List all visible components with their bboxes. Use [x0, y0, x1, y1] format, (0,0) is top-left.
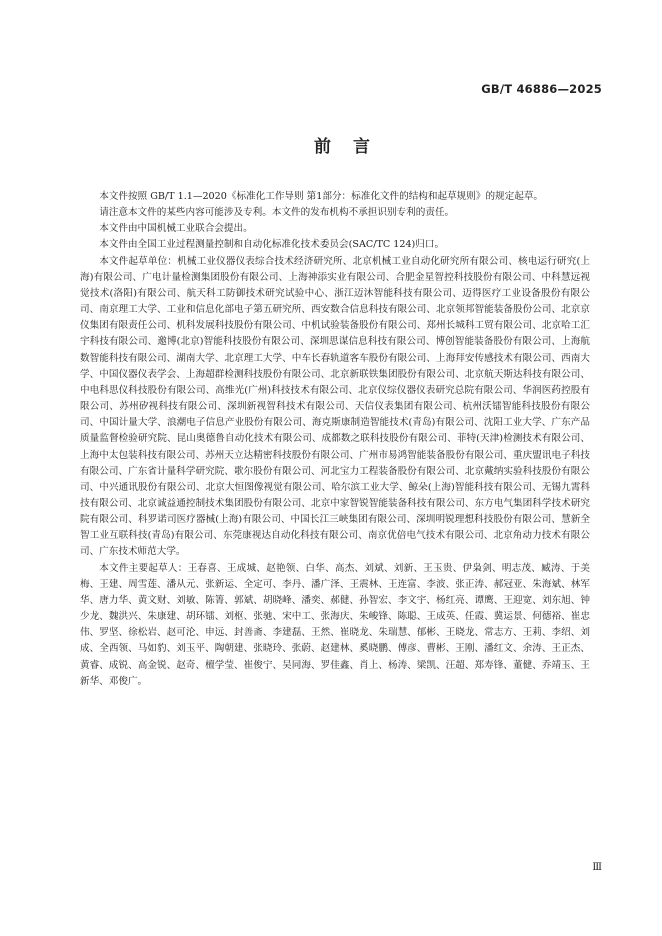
paragraph-patent-notice: 请注意本文件的某些内容可能涉及专利。本文件的发布机构不承担识别专利的责任。: [99, 207, 455, 219]
page-title: 前言: [314, 137, 392, 157]
page-number: Ⅲ: [592, 862, 602, 873]
paragraph-drafting-organizations: 本文件起草单位：机械工业仪器仪表综合技术经济研究所、北京机械工业自动化研究所有限公司、核电运行研究(上海)有限公司、广电计量检测集团股份有限公司、上海神添实业有限公司、合肥金星智控科技股份有限公司、中科慧远视觉技术(洛阳)有限公司、航天科工防御技术研究试验中心、浙江迈沐智能科技有限公司、迈得医疗工业设备股份有限公司、南京理工大学、工业和信息化部电子第五研究所、西安数合信息科技有限公司、北京领邦智能装备股份公司、北京京仪集团有限责任公司、机科发展科技股份有限公司、中机试验装备股份有限公司、郑州长城科工贸有限公司、北京哈工汇宇科技有限公司、邀博(北京)智能科技股份有限公司、深圳思谋信息科技有限公司、博创智能装备股份有限公司、上海航数智能科技有限公司、湖南大学、北京理工大学、中车长春轨道客车股份有限公司、上海拜安传感技术有限公司、西南大学、中国仪器仪表学会、上海超群检测科技股份有限公司、北京新联铁集团股份有限公司、北京航天斯达科技有限公司、中电科思仪科技股份有限公司、高维光(广州)科技技术有限公司、北京仪综仪器仪表研究总院有限公司、华润医药控股有限公司、苏州矽视科技有限公司、深圳新视智科技术有限公司、天信仪表集团有限公司、杭州沃镭智能科技股份有限公司、中国计量大学、浪潮电子信息产业股份有限公司、海克斯康制造智能技术(青岛)有限公司、沈阳工业大学、广东产品质量监督检验研究院、昆山奥德鲁自动化技术有限公司、成都数之联科技股份有限公司、菲特(天津)检测技术有限公司、上海中太包装科技有限公司、苏州天立达精密科技股份有限公司、广州市易鸿智能装备股份有限公司、重庆盟讯电子科技有限公司、广东省计量科学研究院、歌尔股份有限公司、河北宝力工程装备股份有限公司、北京戴纳实验科技股份有限公司、中兴通讯股份有限公司、北京大恒图像视觉有限公司、哈尔滨工业大学、鲸朵(上海)智能科技有限公司、无锡九霄科技有限公司、北京诚益通控制技术集团股份有限公司、北京中家智锐智能装备科技有限公司、东方电气集团科学技术研究院有限公司、科罗诺司医疗器械(上海)有限公司、中国长江三峡集团有限公司、深圳明锐理想科技股份有限公司、慧新全智工业互联科技(青岛)有限公司、东莞康视达自动化科技有限公司、南京优倍电气技术有限公司、北京角动力技术有限公司、广东技术师范大学。: [80, 255, 590, 558]
paragraph-technical-committee: 本文件由全国工业过程测量控制和自动化标准化技术委员会(SAC/TC 124)归口。: [99, 239, 445, 251]
paragraph-main-drafters: 本文件主要起草人：王春喜、王成城、赵艳领、白华、高杰、刘斌、刘新、王玉贵、伊枭剑、明志茂、臧涛、于美梅、王建、周雪莲、潘从元、张新运、全定可、李丹、潘广泽、王震林、王连富、李波、张正涛、郝冠亚、朱海斌、林军华、唐力华、黄文财、刘敏、陈箐、郭斌、胡晓峰、潘奕、郝健、孙智宏、李文宇、杨红亮、谭鹰、王迎宽、刘东旭、钟少龙、魏洪兴、朱康建、胡环镭、刘枢、张驰、宋中工、张海庆、朱峻锋、陈聪、王成英、任霞、冀运景、何德裕、崔忠伟、罗坚、徐松岩、赵可沦、申远、封善斋、李建磊、王然、崔晓龙、朱瑞慧、郁彬、王晓龙、常志方、王莉、李绍、刘成、全西领、马如豹、刘玉平、陶朝建、张晓玲、张蔚、赵建林、奚晓鹏、傅彦、曹彬、王刚、潘红文、余涛、王正杰、黄睿、成锐、高金锐、赵奇、檀学莹、崔俊宁、吴同海、罗佳鑫、肖上、杨涛、梁凯、汪超、郑寿锋、董健、乔靖玉、王新华、邓俊广。: [80, 562, 590, 687]
standard-code: GB/T 46886—2025: [481, 82, 602, 96]
foreword-body: [80, 189, 590, 690]
paragraph-drafting-rules: 本文件按照 GB/T 1.1—2020《标准化工作导则 第1部分：标准化文件的结构和起草规则》的规定起草。: [99, 191, 544, 202]
paragraph-proposer: 本文件由中国机械工业联合会提出。: [99, 223, 253, 235]
